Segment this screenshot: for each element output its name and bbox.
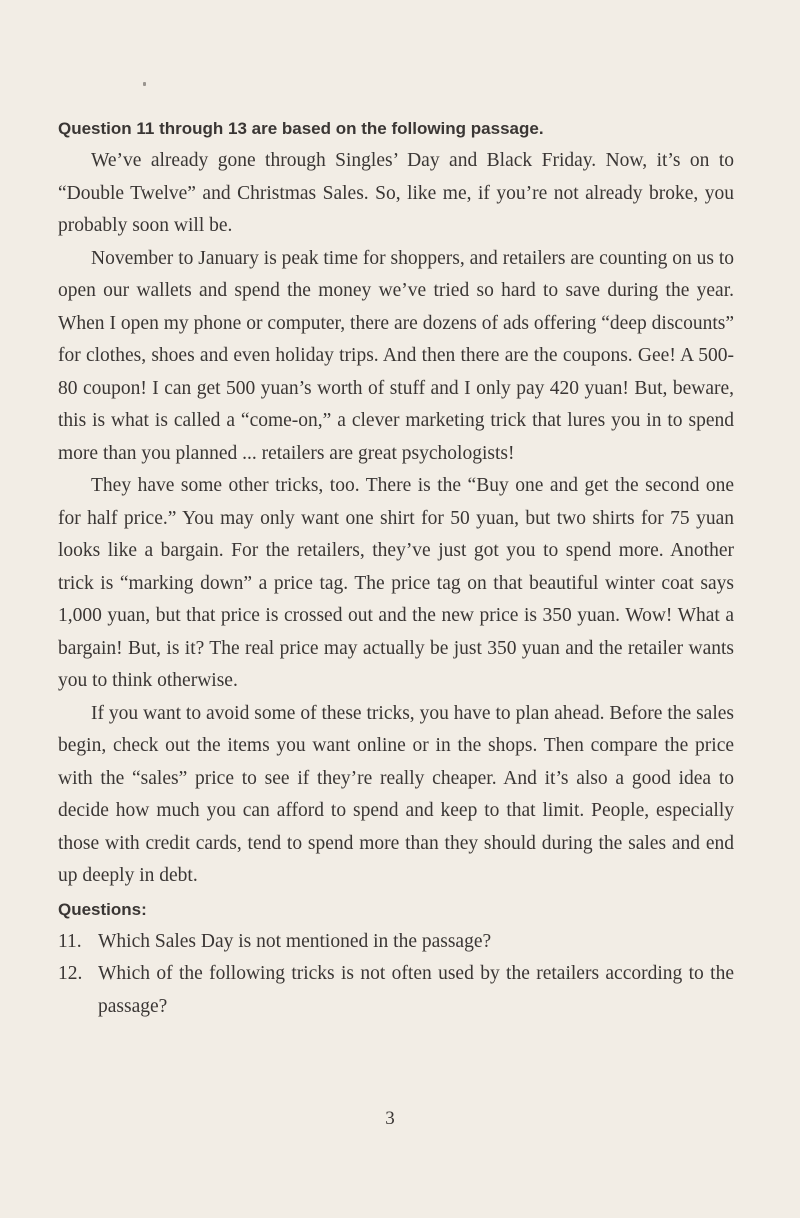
document-page [58, 112, 734, 1023]
question-11 [58, 926, 734, 959]
question-12 [58, 958, 734, 1023]
question-text: Which of the following tricks is not often used by the retailers according to the passage? [98, 963, 734, 1017]
questions-label: Questions: [58, 899, 147, 919]
passage-heading: Question 11 through 13 are based on the following passage. [58, 119, 544, 138]
scan-speck [143, 82, 146, 86]
paragraph-1: We’ve already gone through Singles’ Day and Black Friday. Now, it’s on to “Double Twelve” and Christmas Sales. So, like me, if you’re not already broke, you probably soon will be. [58, 150, 734, 236]
question-text: Which Sales Day is not mentioned in the passage? [98, 930, 492, 952]
page-number: 3 [385, 1108, 395, 1129]
question-number: 12. [58, 963, 83, 984]
paragraph-2: November to January is peak time for shoppers, and retailers are counting on us to open our wallets and spend the money we’ve tried so hard to save during the year. When I open my phone or computer, there are dozens of ads offering “deep discounts” for clothes, shoes and even holiday trips. And then there are the coupons. Gee! A 500-80 coupon! I can get 500 yuan’s worth of stuff and I only pay 420 yuan! But, beware, this is what is called a “come-on,” a clever marketing trick that lures you in to spend more than you planned ... retailers are great psychologists! [58, 247, 734, 464]
paragraph-3: They have some other tricks, too. There is the “Buy one and get the second one for half price.” You may only want one shirt for 50 yuan, but two shirts for 75 yuan looks like a bargain. For the retailers, they’ve just got you to spend more. Another trick is “marking down” a price tag. The price tag on that beautiful winter coat says 1,000 yuan, but that price is crossed out and the new price is 350 yuan. Wow! What a bargain! But, is it? The real price may actually be just 350 yuan and the retailer wants you to think otherwise. [58, 475, 734, 691]
question-number: 11. [58, 930, 82, 952]
paragraph-4: If you want to avoid some of these tricks, you have to plan ahead. Before the sales begin, check out the items you want online or in the shops. Then compare the price with the “sales” price to see if they’re really cheaper. And it’s also a good idea to decide how much you can afford to spend and keep to that limit. People, especially those with credit cards, tend to spend more than they should during the sales and end up deeply in debt. [58, 702, 734, 886]
